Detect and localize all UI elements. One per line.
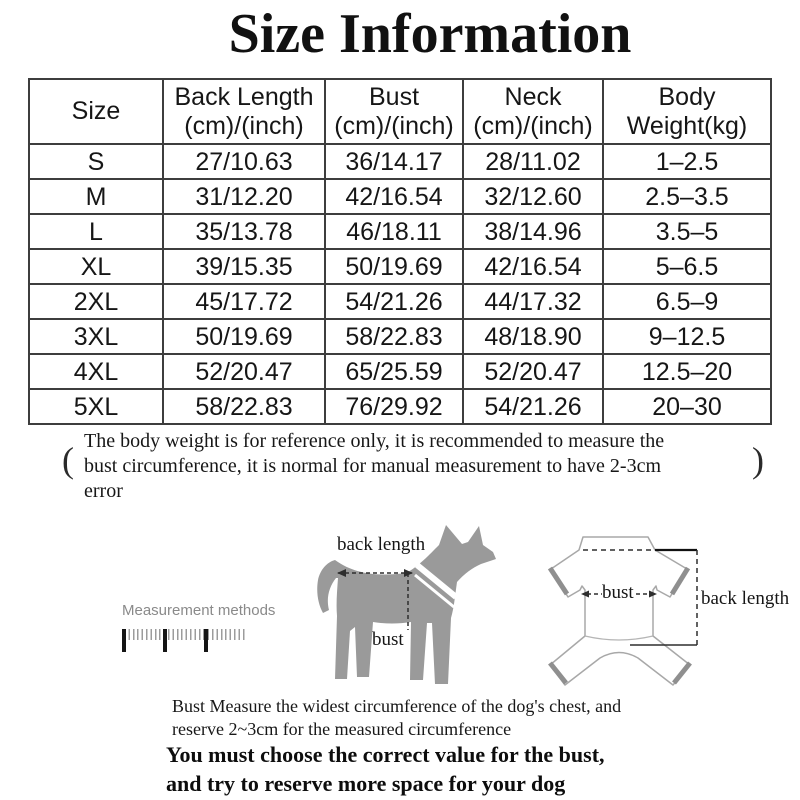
cell-bust: 42/16.54: [325, 179, 463, 214]
table-row: [29, 179, 771, 214]
note-line: error: [84, 480, 123, 502]
table-row: [29, 249, 771, 284]
cell-neck: 42/16.54: [463, 249, 603, 284]
cell-bust: 46/18.11: [325, 214, 463, 249]
table-row: [29, 144, 771, 179]
ruler-bar: [163, 629, 167, 652]
table-row: [29, 389, 771, 424]
cell-body-weight: 12.5–20: [603, 354, 771, 389]
bust-warning-text: [166, 740, 605, 798]
cell-bust: 50/19.69: [325, 249, 463, 284]
cell-back-length: 35/13.78: [163, 214, 325, 249]
col-header-body-weight: Body Weight(kg): [603, 79, 771, 144]
cell-neck: 44/17.32: [463, 284, 603, 319]
cell-size: 3XL: [29, 319, 163, 354]
cell-size: XL: [29, 249, 163, 284]
cell-body-weight: 6.5–9: [603, 284, 771, 319]
cell-back-length: 52/20.47: [163, 354, 325, 389]
cell-body-weight: 3.5–5: [603, 214, 771, 249]
cell-back-length: 45/17.72: [163, 284, 325, 319]
bust-note-line: reserve 2~3cm for the measured circumference: [172, 719, 512, 739]
cell-back-length: 50/19.69: [163, 319, 325, 354]
cell-body-weight: 20–30: [603, 389, 771, 424]
cell-size: S: [29, 144, 163, 179]
cell-size: M: [29, 179, 163, 214]
garment-bust-label: bust: [602, 582, 634, 603]
table-row: [29, 214, 771, 249]
measurement-methods-label: Measurement methods: [122, 602, 276, 619]
col-header-neck: Neck (cm)/(inch): [463, 79, 603, 144]
weight-reference-note: [84, 429, 764, 504]
note-line: The body weight is for reference only, it is recommended to measure the: [84, 430, 665, 452]
cell-body-weight: 9–12.5: [603, 319, 771, 354]
cell-size: 2XL: [29, 284, 163, 319]
cell-bust: 36/14.17: [325, 144, 463, 179]
cell-back-length: 39/15.35: [163, 249, 325, 284]
size-table: [28, 78, 772, 425]
dog-bust-label: bust: [372, 629, 404, 650]
cell-neck: 32/12.60: [463, 179, 603, 214]
col-header-size: Size: [29, 79, 163, 144]
bust-measure-note: [172, 695, 621, 741]
table-row: [29, 319, 771, 354]
col-header-back-length: Back Length (cm)/(inch): [163, 79, 325, 144]
ruler-ticks: [124, 629, 245, 640]
ruler-icon: [122, 629, 248, 652]
cell-bust: 54/21.26: [325, 284, 463, 319]
cell-size: L: [29, 214, 163, 249]
ruler-bar: [122, 629, 126, 652]
cell-neck: 38/14.96: [463, 214, 603, 249]
garment-outline: [550, 537, 690, 685]
cell-bust: 65/25.59: [325, 354, 463, 389]
note-open-paren: (: [62, 440, 74, 480]
header-row: [29, 79, 771, 144]
cell-neck: 48/18.90: [463, 319, 603, 354]
bust-warning-line: and try to reserve more space for your dog: [166, 771, 566, 796]
cell-size: 5XL: [29, 389, 163, 424]
cell-back-length: 58/22.83: [163, 389, 325, 424]
cell-back-length: 27/10.63: [163, 144, 325, 179]
col-header-bust: Bust (cm)/(inch): [325, 79, 463, 144]
cell-bust: 58/22.83: [325, 319, 463, 354]
note-line: bust circumference, it is normal for manual measurement to have 2-3cm: [84, 455, 662, 477]
cell-body-weight: 5–6.5: [603, 249, 771, 284]
cell-neck: 28/11.02: [463, 144, 603, 179]
ruler-bar: [204, 629, 208, 652]
cell-bust: 76/29.92: [325, 389, 463, 424]
bust-warning-line: You must choose the correct value for the bust,: [166, 742, 605, 767]
cell-size: 4XL: [29, 354, 163, 389]
cell-neck: 52/20.47: [463, 354, 603, 389]
cell-body-weight: 2.5–3.5: [603, 179, 771, 214]
cell-back-length: 31/12.20: [163, 179, 325, 214]
note-close-paren: ): [752, 440, 764, 480]
bust-note-line: Bust Measure the widest circumference of the dog's chest, and: [172, 696, 622, 716]
cell-body-weight: 1–2.5: [603, 144, 771, 179]
table-row: [29, 354, 771, 389]
garment-back-length-label: back length: [701, 588, 790, 609]
table-row: [29, 284, 771, 319]
page-title: Size Information: [228, 3, 632, 65]
dog-back-length-label: back length: [337, 534, 426, 555]
cell-neck: 54/21.26: [463, 389, 603, 424]
